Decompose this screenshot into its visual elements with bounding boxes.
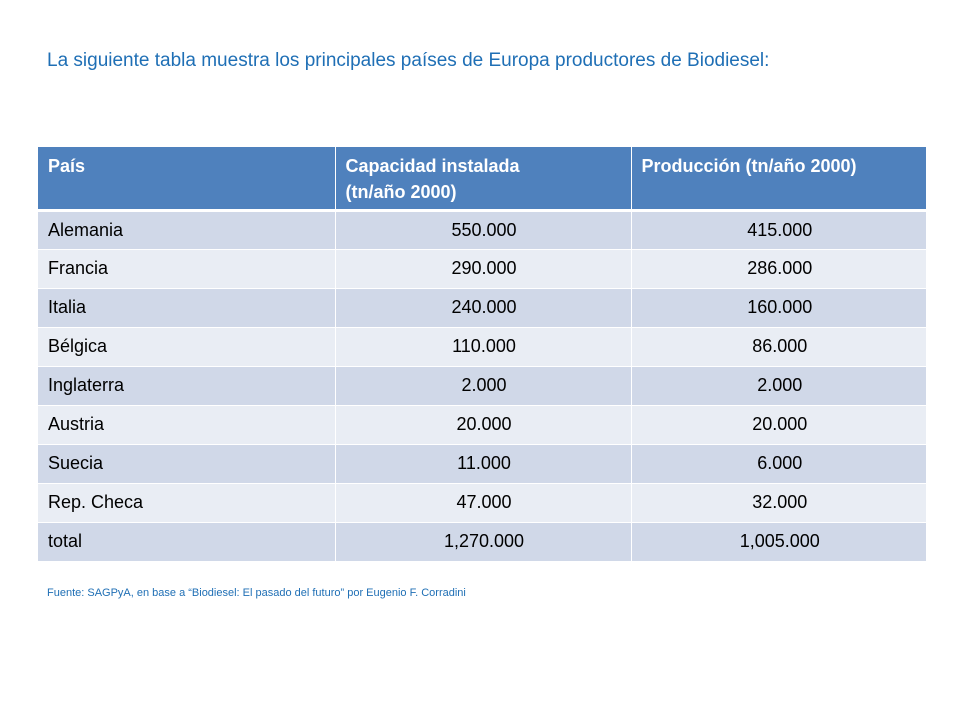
table-row	[38, 288, 926, 327]
header-country: País	[38, 147, 335, 210]
cell-capacity: 1,270.000	[335, 522, 631, 561]
cell-country: Bélgica	[38, 327, 335, 366]
cell-capacity: 290.000	[335, 249, 631, 288]
cell-country: total	[38, 522, 335, 561]
table-row	[38, 210, 926, 249]
cell-country: Francia	[38, 249, 335, 288]
table-row	[38, 483, 926, 522]
cell-production: 160.000	[631, 288, 926, 327]
cell-capacity: 47.000	[335, 483, 631, 522]
cell-country: Suecia	[38, 444, 335, 483]
cell-production: 2.000	[631, 366, 926, 405]
cell-country: Austria	[38, 405, 335, 444]
cell-production: 1,005.000	[631, 522, 926, 561]
table-row	[38, 366, 926, 405]
biodiesel-table	[38, 147, 926, 562]
table-row	[38, 327, 926, 366]
cell-country: Rep. Checa	[38, 483, 335, 522]
table-row	[38, 249, 926, 288]
cell-production: 415.000	[631, 210, 926, 249]
table-row	[38, 444, 926, 483]
cell-production: 286.000	[631, 249, 926, 288]
cell-production: 86.000	[631, 327, 926, 366]
page-title: La siguiente tabla muestra los principales países de Europa productores de Biodiesel:	[47, 50, 770, 71]
cell-capacity: 550.000	[335, 210, 631, 249]
cell-country: Inglaterra	[38, 366, 335, 405]
header-production: Producción (tn/año 2000)	[631, 147, 926, 210]
cell-country: Italia	[38, 288, 335, 327]
cell-country: Alemania	[38, 210, 335, 249]
cell-production: 20.000	[631, 405, 926, 444]
table-row	[38, 405, 926, 444]
source-note: Fuente: SAGPyA, en base a “Biodiesel: El pasado del futuro” por Eugenio F. Corradini	[47, 587, 466, 599]
cell-capacity: 11.000	[335, 444, 631, 483]
cell-capacity: 240.000	[335, 288, 631, 327]
table-row-total	[38, 522, 926, 561]
cell-capacity: 20.000	[335, 405, 631, 444]
cell-capacity: 110.000	[335, 327, 631, 366]
cell-production: 6.000	[631, 444, 926, 483]
table-header-row	[38, 147, 926, 210]
header-capacity: Capacidad instalada (tn/año 2000)	[335, 147, 631, 210]
cell-capacity: 2.000	[335, 366, 631, 405]
cell-production: 32.000	[631, 483, 926, 522]
